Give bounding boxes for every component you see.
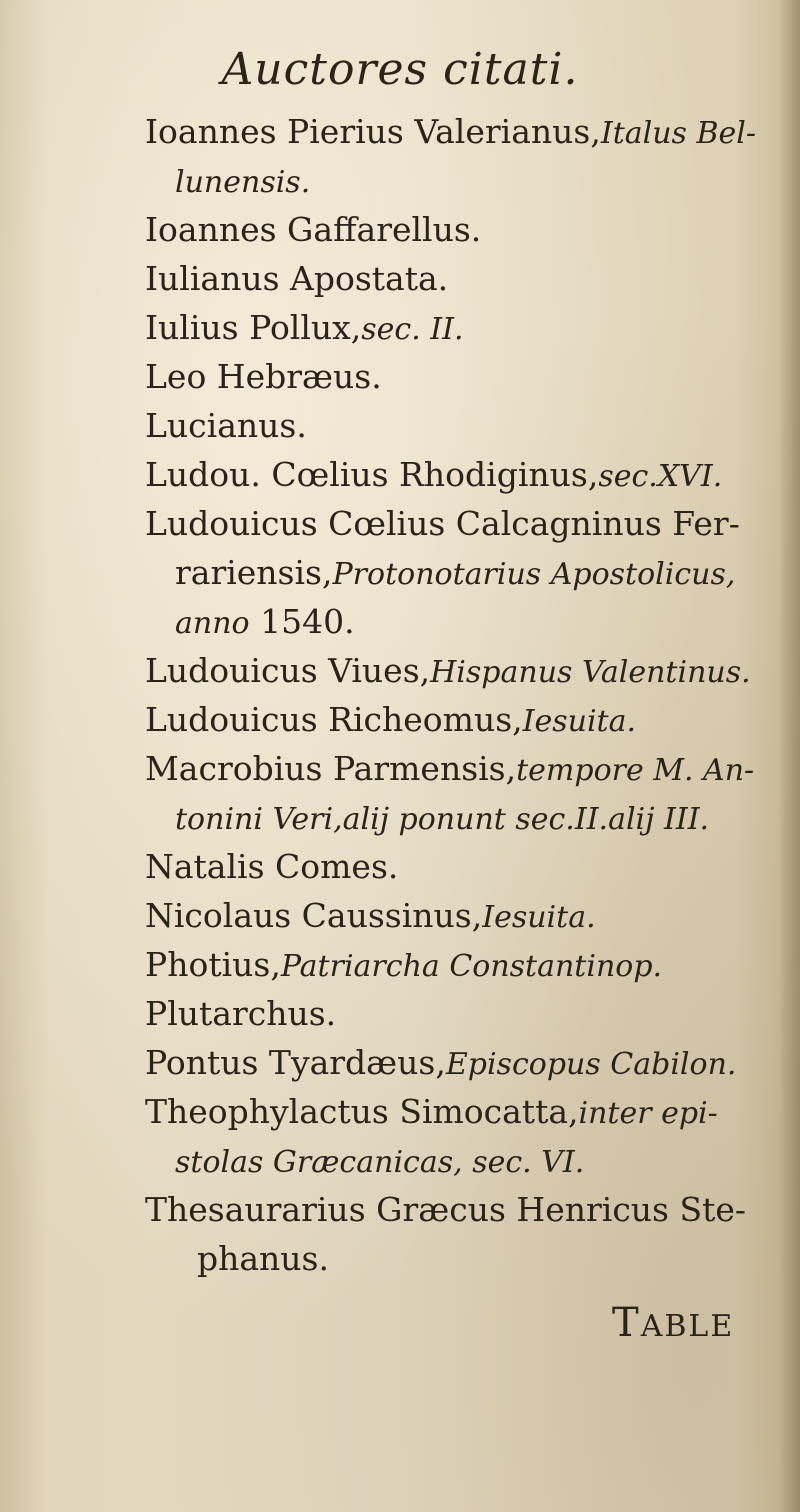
author-line xyxy=(145,500,775,549)
author-line xyxy=(145,990,775,1039)
italic-text: Iesuita. xyxy=(522,704,637,739)
roman-text: Macrobius Parmensis, xyxy=(145,749,517,788)
roman-text: Iulianus Apostata. xyxy=(145,259,449,298)
roman-text: Natalis Comes. xyxy=(145,847,399,886)
roman-text: Ludouicus Cœlius Calcagninus Fer- xyxy=(145,504,740,543)
italic-text: stolas Græcanicas, sec. VI. xyxy=(175,1145,585,1180)
italic-text: sec.XVI. xyxy=(598,459,723,494)
author-line xyxy=(145,1039,775,1088)
italic-text: Protonotarius Apostolicus, xyxy=(332,557,736,592)
roman-text: Lucianus. xyxy=(145,406,307,445)
author-list xyxy=(145,108,775,1284)
author-line xyxy=(145,892,775,941)
roman-text: rariensis, xyxy=(175,553,333,592)
author-line xyxy=(145,206,775,255)
author-line xyxy=(145,402,775,451)
trailing-text: 1540. xyxy=(249,602,355,641)
roman-text: phanus. xyxy=(197,1239,329,1278)
roman-text: Leo Hebræus. xyxy=(145,357,382,396)
roman-text: Ludouicus Viues, xyxy=(145,651,431,690)
roman-text: Theophylactus Simocatta, xyxy=(145,1092,579,1131)
roman-text: Nicolaus Caussinus, xyxy=(145,896,483,935)
author-line xyxy=(145,941,775,990)
page-edge-shadow xyxy=(778,0,800,1512)
author-line xyxy=(145,794,775,843)
author-line xyxy=(145,1235,775,1284)
author-line xyxy=(145,255,775,304)
roman-text: Iulius Pollux, xyxy=(145,308,362,347)
author-line xyxy=(145,647,775,696)
italic-text: inter epi- xyxy=(578,1096,718,1131)
author-line xyxy=(145,745,775,794)
author-line xyxy=(145,1137,775,1186)
roman-text: Plutarchus. xyxy=(145,994,337,1033)
italic-text: Hispanus Valentinus. xyxy=(430,655,751,690)
catchword-initial: T xyxy=(612,1300,641,1346)
author-line xyxy=(145,157,775,206)
catchword xyxy=(612,1300,734,1346)
author-line xyxy=(145,451,775,500)
catchword-rest: ABLE xyxy=(640,1309,735,1344)
italic-text: Episcopus Cabilon. xyxy=(445,1047,737,1082)
author-line xyxy=(145,696,775,745)
author-line xyxy=(145,843,775,892)
roman-text: Ioannes Pierius Valerianus, xyxy=(145,112,601,151)
author-line xyxy=(145,598,775,647)
italic-text: Patriarcha Constantinop. xyxy=(280,949,663,984)
italic-text: sec. II. xyxy=(361,312,464,347)
author-line xyxy=(145,1088,775,1137)
author-line xyxy=(145,108,775,157)
author-line xyxy=(145,353,775,402)
italic-text: lunensis. xyxy=(175,165,311,200)
author-line xyxy=(145,549,775,598)
roman-text: Ludou. Cœlius Rhodiginus, xyxy=(145,455,599,494)
roman-text: Ludouicus Richeomus, xyxy=(145,700,523,739)
page-heading: Auctores citati. xyxy=(221,44,579,95)
roman-text: Photius, xyxy=(145,945,281,984)
italic-text: tempore M. An- xyxy=(516,753,755,788)
roman-text: Pontus Tyardæus, xyxy=(145,1043,446,1082)
italic-text: Italus Bel- xyxy=(600,116,757,151)
roman-text: Ioannes Gaffarellus. xyxy=(145,210,482,249)
author-line xyxy=(145,1186,775,1235)
roman-text: Thesaurarius Græcus Henricus Ste- xyxy=(145,1190,747,1229)
italic-text: tonini Veri,alij ponunt sec.II.alij III. xyxy=(175,802,710,837)
italic-text: Iesuita. xyxy=(482,900,596,935)
italic-text: anno xyxy=(175,606,250,641)
author-line xyxy=(145,304,775,353)
